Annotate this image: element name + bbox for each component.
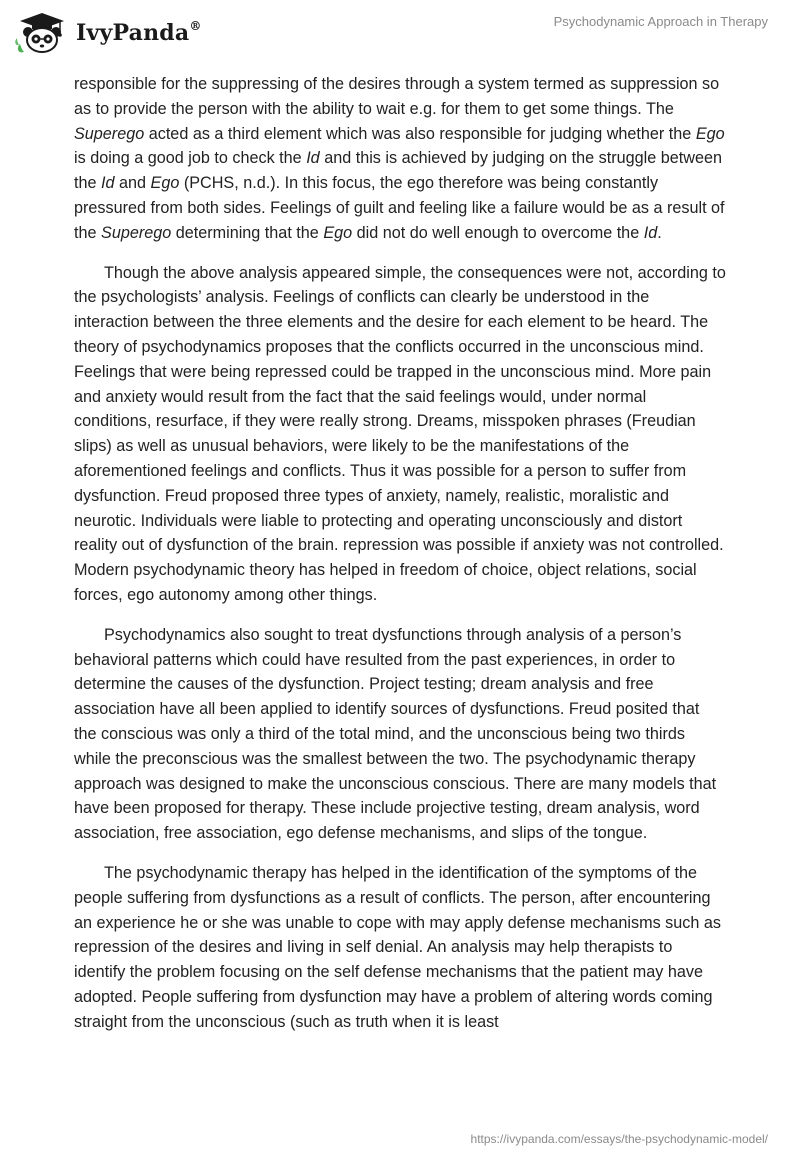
brand-text: IvyPanda [76,20,190,46]
italic-term: Id [101,174,115,193]
brand-name [76,20,202,46]
paragraph-2: Though the above analysis appeared simple, the consequences were not, according to the psychologists’ analysis. Feelings of conflicts can clearly be understood in the interaction between the three elements and the desire for each element to be heard. The theory of psychodynamics proposes that the conflicts occurred in the unconscious mind. Feelings that were being repressed could be trapped in the unconscious mind. More pain and anxiety would result from the fact that the said feelings would, under normal conditions, resurface, if they were really strong. Dreams, misspoken phrases (Freudian slips) as well as unusual behaviors, were likely to be the manifestations of the aforementioned feelings and conflicts. Thus it was possible for a person to suffer from dysfunction. Freud proposed three types of anxiety, namely, realistic, moralistic and neurotic. Individuals were liable to protecting and operating unconsciously and distort reality out of dysfunction of the brain. repression was possible if anxiety was not controlled. Modern psychodynamic theory has helped in freedom of choice, object relations, social forces, ego autonomy among other things. [74,263,726,604]
source-url-link[interactable]: https://ivypanda.com/essays/the-psychodynamic-model/ [470,1132,768,1146]
panda-mascot-icon [14,10,70,56]
italic-term: Ego [150,174,180,193]
page-header [0,0,800,70]
essay-body [74,72,726,1049]
italic-term: Id [306,149,320,168]
text-run: is doing a good job to check the [74,149,307,168]
paragraph-3: Psychodynamics also sought to treat dysfunctions through analysis of a person’s behavioral patterns which could have resulted from the past experiences, in order to determine the causes of the dysfunction. Project testing; dream analysis and free association have all been applied to identify sources of dysfunctions. Freud posited that the conscious was only a third of the total mind, and the unconscious being two thirds while the preconscious was the smallest between the two. The psychodynamic therapy approach was designed to make the unconscious conscious. There are many models that have been proposed for therapy. These include projective testing, dream analysis, word association, free association, ego defense mechanisms, and slips of the tongue. [74,625,717,843]
text-run: . [657,223,662,242]
text-run: (PCHS, n.d.). In this focus, the ego therefore was being constantly pressured from both sides. Feelings of guilt and feeling like a failure would be as a result of the [74,174,725,242]
italic-term: Ego [323,223,353,242]
ivypanda-logo[interactable] [14,10,202,56]
italic-term: Superego [101,223,172,242]
paragraph-1 [74,72,726,246]
text-run: determining that the [171,223,324,242]
text-run: responsible for the suppressing of the desires through a system termed as suppression so as to provide the person with the ability to wait e.g. for them to get some things. The [74,75,720,118]
italic-term: Id [643,223,658,242]
text-run: and [114,174,151,193]
text-run: acted as a third element which was also responsible for judging whether the [144,124,696,143]
running-title: Psychodynamic Approach in Therapy [553,14,768,29]
italic-term: Ego [695,124,725,143]
text-run: and this is achieved by judging on the struggle between the [74,149,722,193]
text-run: did not do well enough to overcome the [352,223,644,242]
paragraph-4: The psychodynamic therapy has helped in the identification of the symptoms of the people suffering from dysfunctions as a result of conflicts. The person, after encountering an experience he or she was unable to cope with may apply defense mechanisms such as repression of the desires and living in self denial. An analysis may help therapists to identify the problem focusing on the self defense mechanisms that the patient may have adopted. People suffering from dysfunction may have a problem of altering words coming straight from the unconscious (such as truth when it is least [74,863,721,1031]
italic-term: Superego [74,124,145,143]
registered-mark: ® [189,18,202,33]
